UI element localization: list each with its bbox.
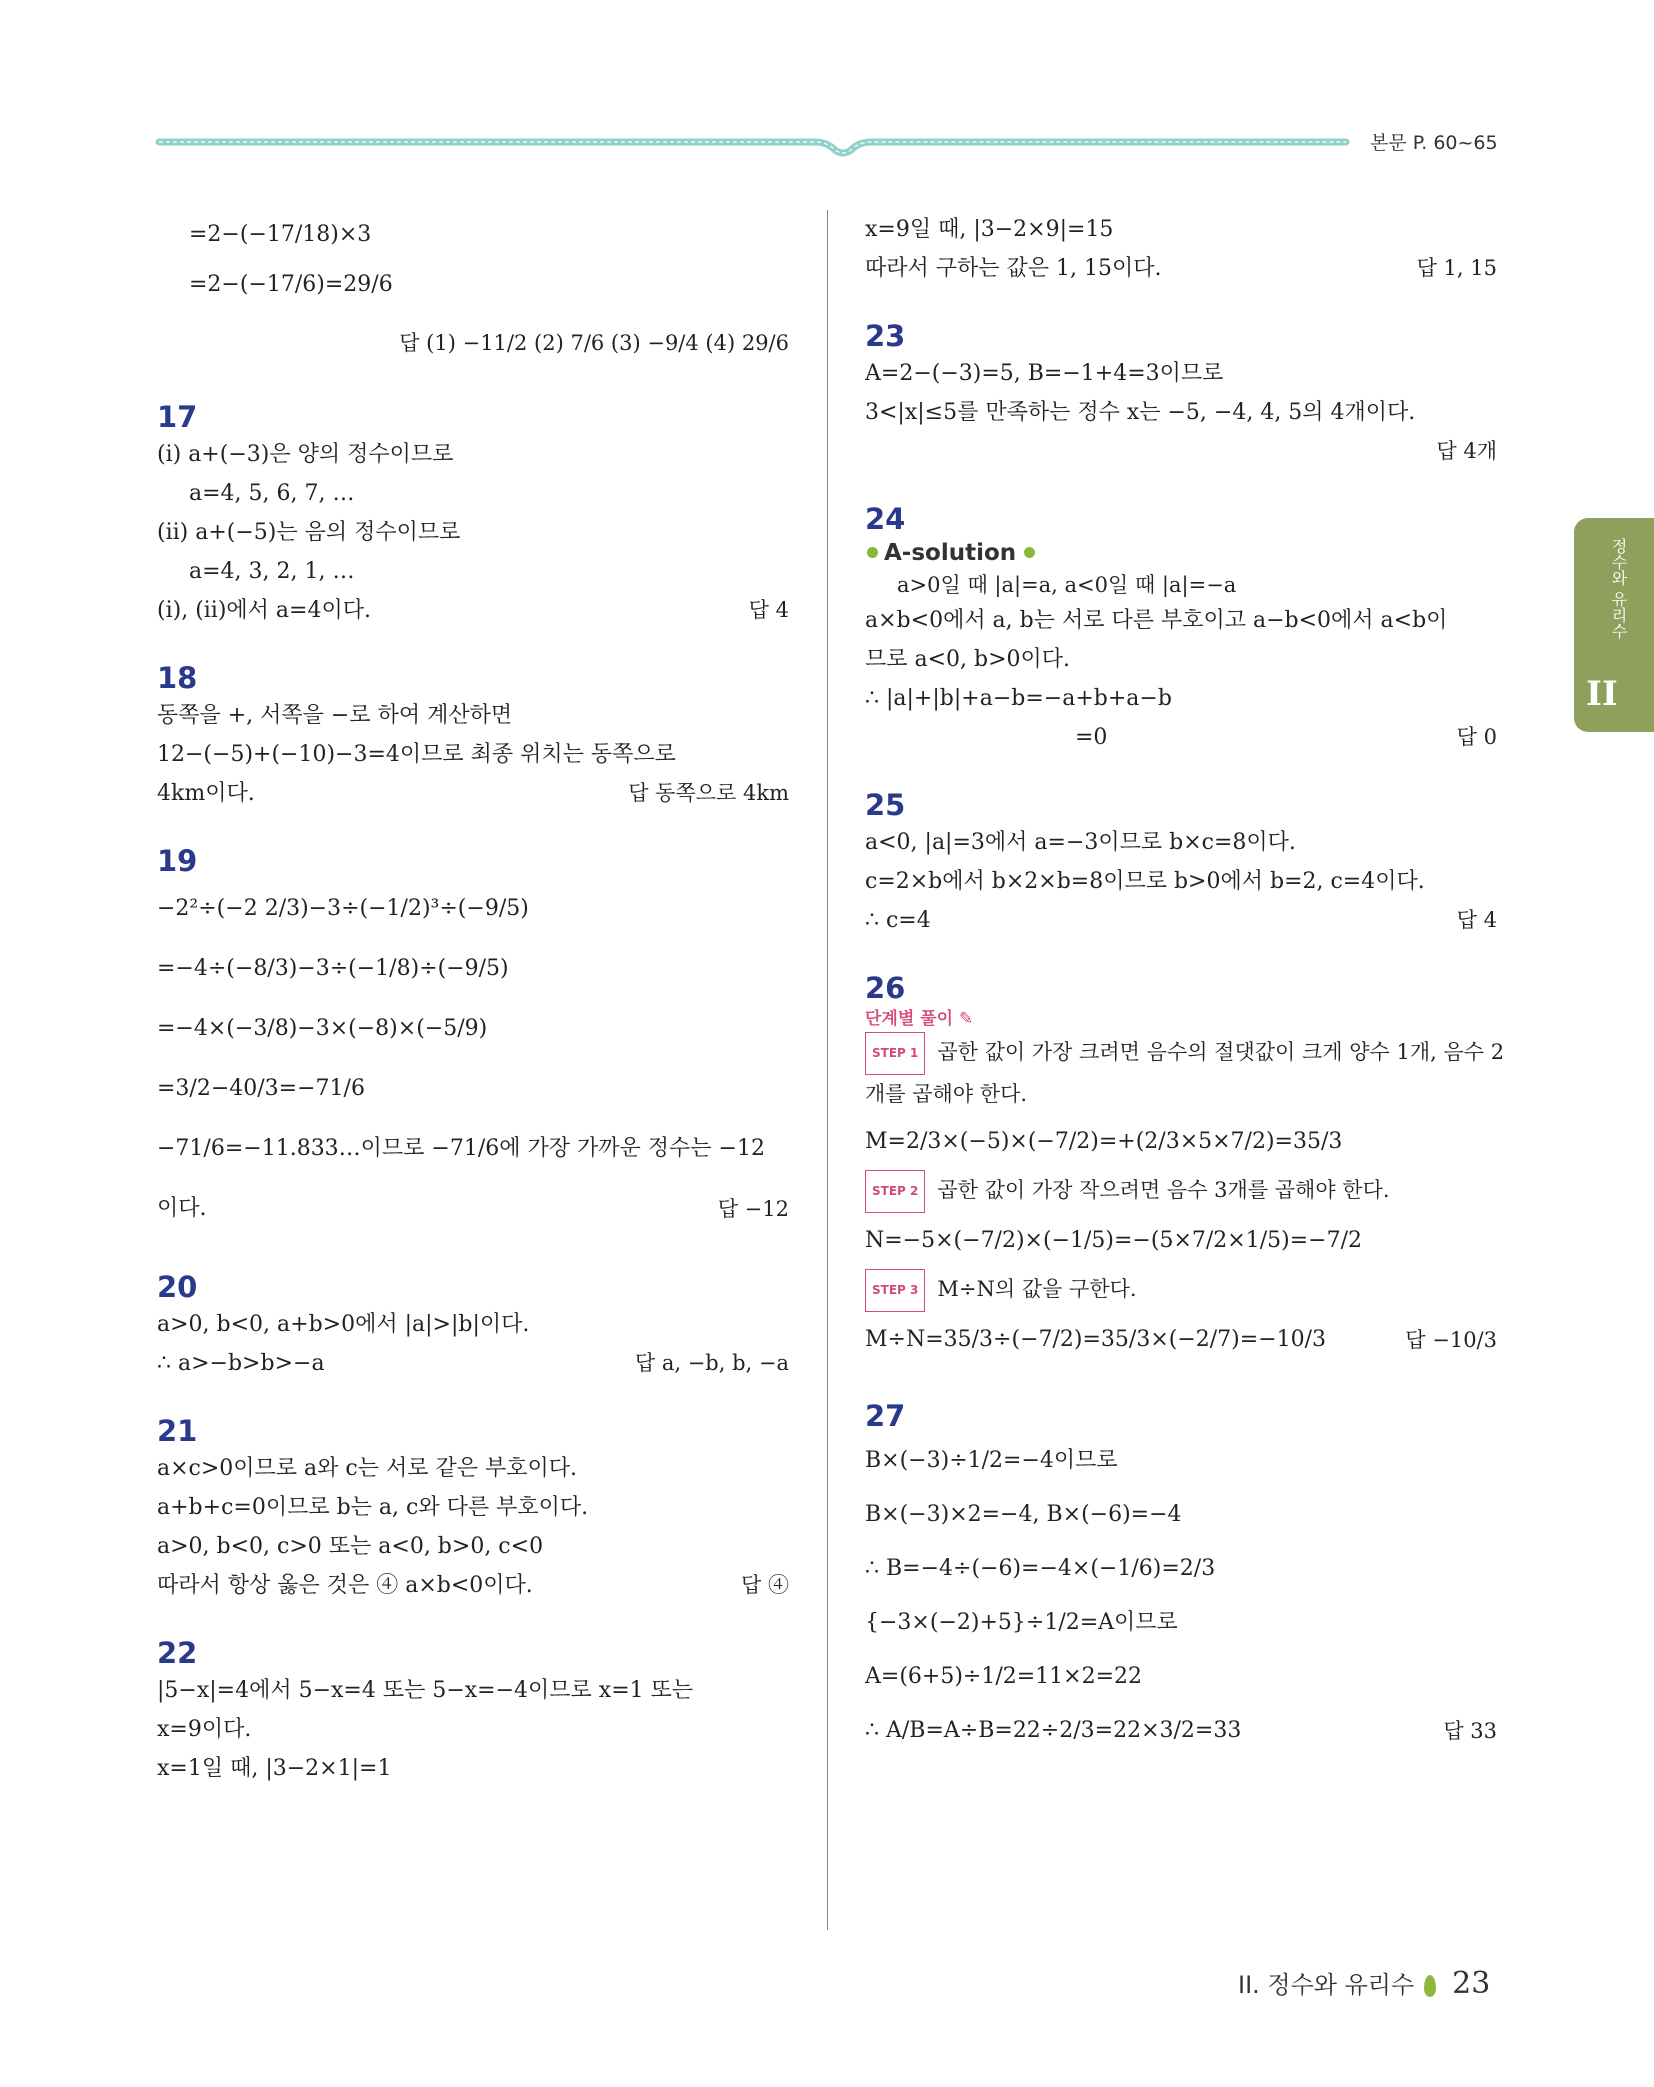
solution-line: 3<|x|≤5를 만족하는 정수 x는 −5, −4, 4, 5의 4개이다. [865,400,1416,425]
question-number: 25 [865,788,906,822]
answer: 답 0 [1456,725,1497,749]
question-number: 24 [865,502,906,536]
stepwise-label [865,1006,1497,1032]
solution-line: −2²÷(−2 2/3)−3÷(−1/2)³÷(−9/5) [157,896,529,921]
step3-equation [865,1312,1497,1368]
answer: 답 a, −b, b, −a [634,1351,789,1375]
solution-text: ∴ a>−b>b>−a [157,1351,325,1376]
question-26 [865,970,1505,1368]
step3-badge: STEP 3 [865,1269,925,1312]
chapter-tab-label: 정수와 유리수 [1609,538,1628,640]
solution-line: 므로 a<0, b>0이다. [865,647,1071,672]
question-number: 23 [865,319,906,353]
solution-text: (ⅰ), (ⅱ)에서 a=4이다. [157,598,371,623]
solution-line: A=(6+5)÷1/2=11×2=22 [865,1664,1143,1689]
question-number: 18 [157,661,198,695]
solution-line: a=4, 5, 6, 7, … [189,481,355,506]
solution-line: a×b<0에서 a, b는 서로 다른 부호이고 a−b<0에서 a<b이 [865,608,1448,633]
bullet-dot-icon [1024,547,1035,558]
answer: 답 33 [1443,1719,1497,1743]
step3-text: M÷N의 값을 구한다. [937,1277,1137,1301]
solution-line: x=9일 때, |3−2×9|=15 [865,217,1114,242]
solution-text: 이다. [157,1196,207,1221]
answer: 답 4개 [1436,439,1497,463]
question-number: 21 [157,1414,198,1448]
solution-line: a>0, b<0, a+b>0에서 |a|>|b|이다. [157,1312,530,1337]
answer: 답 4 [1456,908,1497,932]
solution-line: a>0, b<0, c>0 또는 a<0, b>0, c<0 [157,1534,544,1559]
solution-line: 12−(−5)+(−10)−3=4이므로 최종 위치는 동쪽으로 [157,742,676,767]
question-number: 26 [865,971,906,1005]
step1-line-cont: 개를 곱해야 한다. [865,1082,1028,1106]
question-19 [157,843,789,1239]
answer: 답 1, 15 [1416,256,1497,280]
solution-line [157,1566,789,1605]
solution-text: 4km이다. [157,781,255,806]
step1-badge: STEP 1 [865,1032,925,1075]
solution-text: 따라서 구하는 값은 1, 15이다. [865,256,1162,281]
step1-text: 곱한 값이 가장 크려면 음수의 절댓값이 크게 양수 1개, 음수 2 [937,1040,1505,1064]
chapter-side-tab [1574,518,1654,732]
solution-text: =0 [1075,725,1108,750]
solution-text: 따라서 항상 옳은 것은 ④ a×b<0이다. [157,1573,533,1598]
question-number: 22 [157,1636,198,1670]
question-24 [865,501,1497,757]
question-17 [157,399,789,630]
answer: 답 동쪽으로 4km [628,781,789,805]
solution-line: (ⅱ) a+(−5)는 음의 정수이므로 [157,520,461,545]
solution-line: =−4÷(−8/3)−3÷(−1/8)÷(−9/5) [157,956,509,981]
chapter-tab-roman: II [1586,674,1618,714]
right-column [865,210,1505,1758]
question-27 [865,1398,1497,1758]
page-footer [1238,1965,1490,2001]
answer: 답 −10/3 [1405,1328,1497,1352]
question-25 [865,787,1497,940]
step2-line [865,1170,1497,1213]
question-21 [157,1413,789,1605]
question-number: 19 [157,844,198,878]
solution-line: =3/2−40/3=−71/6 [157,1076,365,1101]
solution-line: a×c>0이므로 a와 c는 서로 같은 부호이다. [157,1456,577,1481]
step2-text: 곱한 값이 가장 작으려면 음수 3개를 곱해야 한다. [937,1178,1390,1202]
bullet-dot-icon [867,547,878,558]
chapter-title: II. 정수와 유리수 [1238,1971,1415,1999]
solution-line: c=2×b에서 b×2×b=8이므로 b>0에서 b=2, c=4이다. [865,869,1425,894]
column-divider [827,210,828,1930]
solution-text: ∴ A/B=A÷B=22÷2/3=22×3/2=33 [865,1718,1242,1743]
a-solution-label [865,537,1497,569]
header-divider [155,134,1350,158]
solution-line: A=2−(−3)=5, B=−1+4=3이므로 [865,361,1224,386]
answer: 답 4 [748,598,789,622]
solution-line: a<0, |a|=3에서 a=−3이므로 b×c=8이다. [865,830,1296,855]
solution-line: a=4, 3, 2, 1, … [189,559,355,584]
answer: 답 −12 [717,1197,789,1221]
step2-equation: N=−5×(−7/2)×(−1/5)=−(5×7/2×1/5)=−7/2 [865,1228,1362,1253]
step1-equation: M=2/3×(−5)×(−7/2)=+(2/3×5×7/2)=35/3 [865,1129,1343,1154]
a-solution-text: A-solution [884,540,1017,566]
question-20 [157,1269,789,1383]
page-number: 23 [1452,1966,1491,2001]
left-column [157,210,789,1788]
page-reference: 본문 P. 60~65 [1370,132,1498,154]
solution-line [157,1179,789,1239]
answer: 답 (1) −11/2 (2) 7/6 (3) −9/4 (4) 29/6 [399,331,789,355]
q16-continuation [157,210,789,363]
step3-line [865,1269,1497,1312]
solution-line: a+b+c=0이므로 b는 a, c와 다른 부호이다. [157,1495,589,1520]
solution-line [157,774,789,813]
solution-line [865,901,1497,940]
solution-line: 동쪽을 +, 서쪽을 −로 하여 계산하면 [157,703,513,728]
q22-continuation [865,210,1497,288]
answer: 답 ④ [741,1573,789,1597]
hint-line: a>0일 때 |a|=a, a<0일 때 |a|=−a [897,573,1237,597]
solution-line [157,1344,789,1383]
step2-badge: STEP 2 [865,1170,925,1213]
question-18 [157,660,789,813]
step1-line [865,1032,1505,1075]
solution-line [865,249,1497,288]
solution-line: (ⅰ) a+(−3)은 양의 정수이므로 [157,442,454,467]
pencil-icon: ✎ [958,1009,974,1029]
solution-line: B×(−3)÷1/2=−4이므로 [865,1448,1118,1473]
solution-line: =−4×(−3/8)−3×(−8)×(−5/9) [157,1016,488,1041]
solution-text: M÷N=35/3÷(−7/2)=35/3×(−2/7)=−10/3 [865,1327,1327,1352]
question-number: 17 [157,400,198,434]
leaf-icon [1424,1975,1436,1997]
question-23 [865,318,1497,471]
solution-line [865,1704,1497,1758]
question-number: 20 [157,1270,198,1304]
solution-line: −71/6=−11.833…이므로 −71/6에 가장 가까운 정수는 −12 [157,1136,765,1161]
question-22 [157,1635,789,1788]
solution-line: |5−x|=4에서 5−x=4 또는 5−x=−4이므로 x=1 또는 [157,1678,694,1703]
solution-line: {−3×(−2)+5}÷1/2=A이므로 [865,1610,1178,1635]
solution-line: ∴ |a|+|b|+a−b=−a+b+a−b [865,686,1172,711]
question-number: 27 [865,1399,906,1433]
stepwise-text: 단계별 풀이 [865,1009,954,1029]
solution-text: ∴ c=4 [865,908,931,933]
solution-line: B×(−3)×2=−4, B×(−6)=−4 [865,1502,1182,1527]
solution-line [157,591,789,630]
solution-line: x=1일 때, |3−2×1|=1 [157,1756,392,1781]
solution-line: x=9이다. [157,1717,252,1742]
solution-line [865,718,1497,757]
solution-line: ∴ B=−4÷(−6)=−4×(−1/6)=2/3 [865,1556,1216,1581]
solution-line: =2−(−17/6)=29/6 [189,272,393,297]
solution-line: =2−(−17/18)×3 [189,222,372,247]
